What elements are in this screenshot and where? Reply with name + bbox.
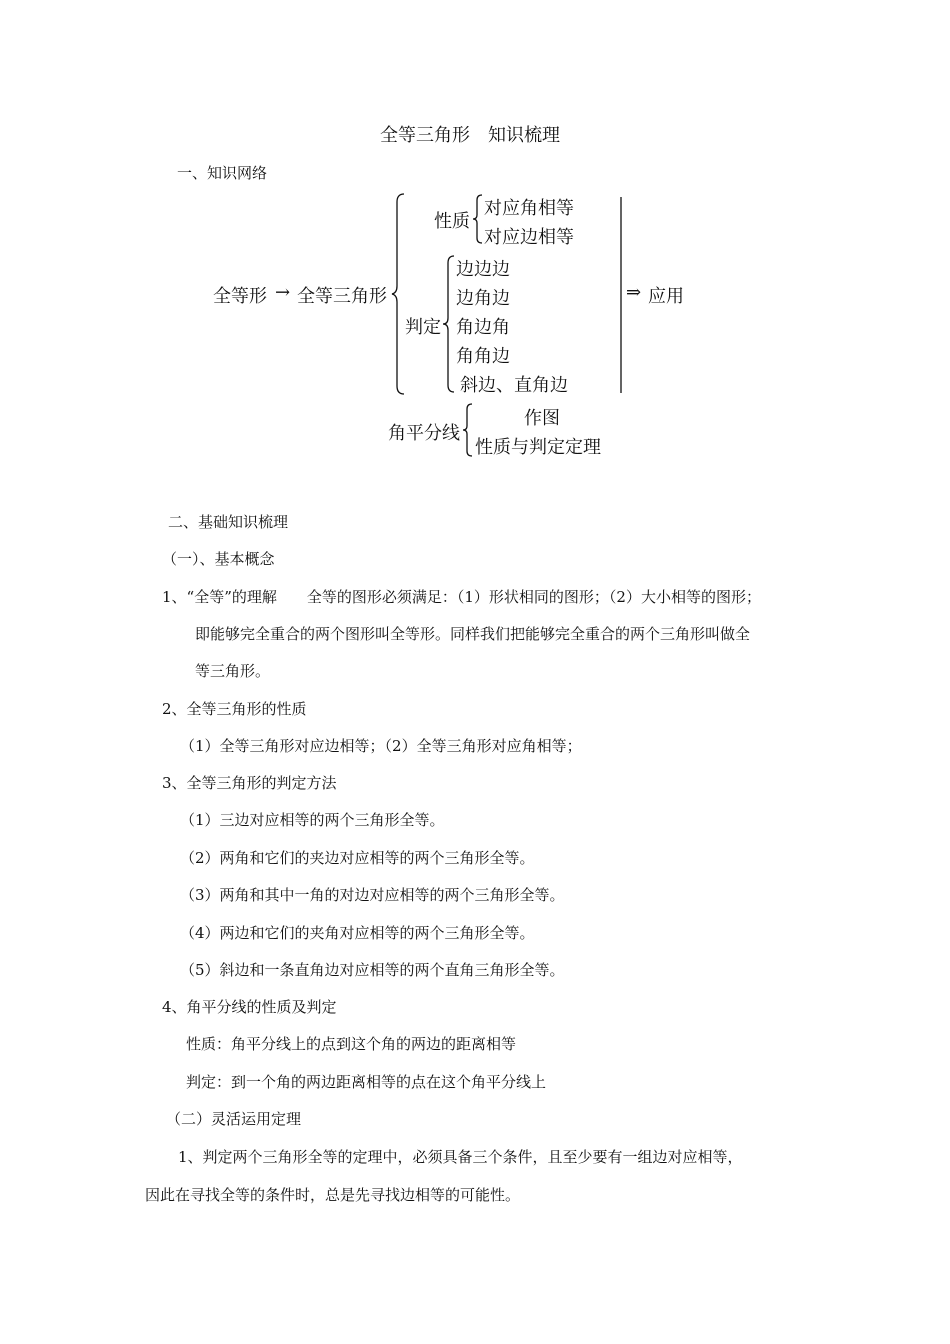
item1-line: 等三角形。 (195, 662, 271, 680)
list-item: （3）两角和其中一角的对边对应相等的两个三角形全等。 (180, 886, 565, 904)
section-heading-knowledge-network: 一、知识网络 (177, 164, 268, 182)
left-brace-icon (474, 195, 484, 243)
subsection-heading-flexible-use: （二）灵活运用定理 (166, 1110, 302, 1128)
diagram-bisector-item: 性质与判定定理 (475, 437, 601, 458)
subsection-heading-basic-concepts: （一）、基本概念 (162, 550, 275, 568)
diagram-bisector-item: 作图 (524, 408, 560, 429)
section-heading-basic-knowledge: 二、基础知识梳理 (168, 513, 289, 531)
diagram-judgement-item: 角角边 (456, 346, 510, 367)
vertical-bar-divider (619, 197, 623, 393)
item2-heading: 2、全等三角形的性质 (162, 700, 307, 718)
diagram-property-label: 性质 (434, 211, 470, 232)
diagram-property-item: 对应边相等 (484, 227, 574, 248)
page-title: 全等三角形 知识梳理 (380, 125, 560, 146)
diagram-root-label: 全等形 (213, 286, 267, 307)
item4-judgement: 判定：到一个角的两边距离相等的点在这个角平分线上 (186, 1073, 547, 1091)
item1-line: 即能够完全重合的两个图形叫全等形。同样我们把能够完全重合的两个三角形叫做全 (195, 625, 751, 643)
diagram-judgement-label: 判定 (405, 317, 441, 338)
final-line: 因此在寻找全等的条件时，总是先寻找边相等的可能性。 (145, 1186, 521, 1204)
list-item: （1）三边对应相等的两个三角形全等。 (180, 811, 445, 829)
list-item: （5）斜边和一条直角边对应相等的两个直角三角形全等。 (180, 961, 565, 979)
diagram-judgement-item: 边角边 (456, 288, 510, 309)
item1-line: 1、“全等”的理解 全等的图形必须满足：（1）形状相同的图形；（2）大小相等的图形； (162, 588, 761, 606)
diagram-judgement-item: 角边角 (456, 317, 510, 338)
final-line: 1、判定两个三角形全等的定理中，必须具备三个条件，且至少要有一组边对应相等， (178, 1148, 743, 1166)
item2-text: （1）全等三角形对应边相等；（2）全等三角形对应角相等； (180, 737, 582, 755)
left-brace-icon (394, 194, 408, 394)
diagram-judgement-item: 斜边、直角边 (460, 375, 568, 396)
item3-heading: 3、全等三角形的判定方法 (162, 774, 337, 792)
left-brace-icon (464, 404, 474, 456)
diagram-judgement-item: 边边边 (456, 259, 510, 280)
diagram-congruent-triangle-label: 全等三角形 (297, 286, 387, 307)
list-item: （2）两角和它们的夹边对应相等的两个三角形全等。 (180, 849, 535, 867)
implies-arrow-icon: ⇒ (626, 282, 642, 303)
diagram-application-label: 应用 (648, 286, 684, 307)
diagram-property-item: 对应角相等 (484, 198, 574, 219)
item4-heading: 4、角平分线的性质及判定 (162, 998, 337, 1016)
list-item: （4）两边和它们的夹角对应相等的两个三角形全等。 (180, 924, 535, 942)
arrow-right-icon: → (275, 282, 291, 303)
diagram-bisector-label: 角平分线 (388, 423, 460, 444)
item4-property: 性质：角平分线上的点到这个角的两边的距离相等 (186, 1035, 517, 1053)
